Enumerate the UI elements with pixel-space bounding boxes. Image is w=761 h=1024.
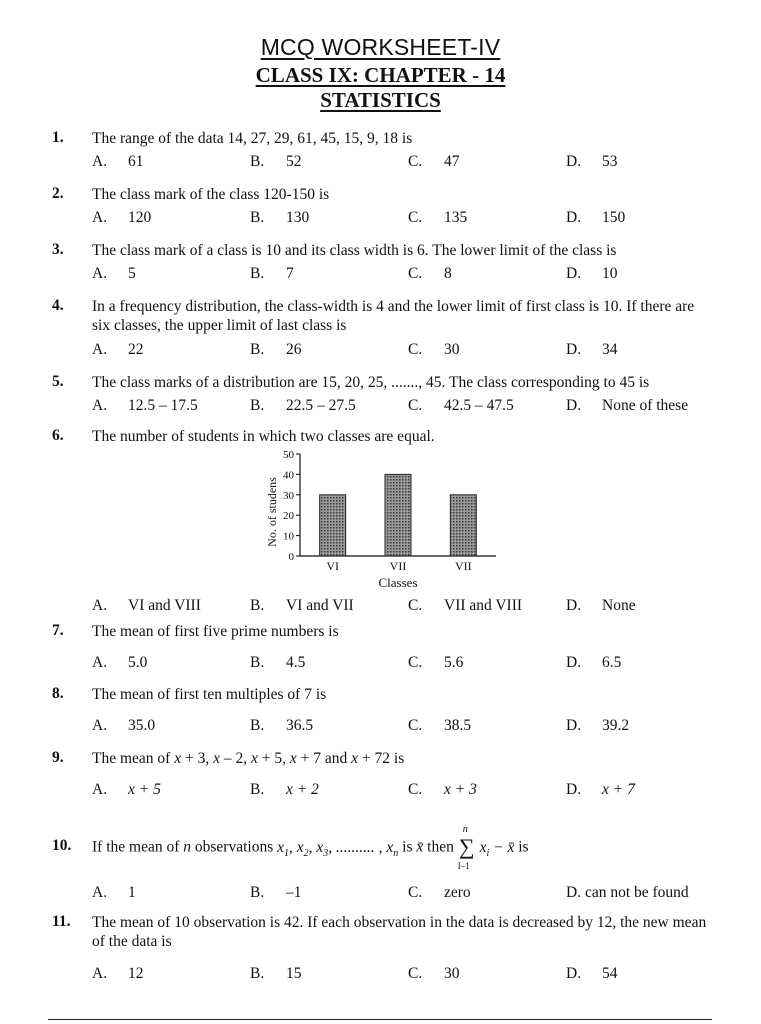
option-d: D. 150 — [566, 209, 626, 226]
option-d: D. x + 7 — [566, 781, 635, 798]
y-tick-label: 40 — [283, 469, 294, 482]
question-number: 2. — [52, 185, 64, 202]
option-a: A. 12.5 – 17.5 — [92, 397, 198, 414]
option-a: A. 1 — [92, 884, 136, 901]
question-number: 1. — [52, 129, 64, 146]
option-d: D. 53 — [566, 153, 618, 170]
option-a: A. 120 — [92, 209, 152, 226]
question-text: The number of students in which two classes are equal. — [92, 428, 435, 445]
y-tick-label: 0 — [288, 551, 294, 563]
option-d: D. None — [566, 597, 636, 614]
question-number: 5. — [52, 373, 64, 390]
option-a: A. 5 — [92, 265, 136, 282]
option-c: C. 30 — [408, 965, 460, 982]
x-tick-label: VII — [454, 559, 472, 573]
option-c: C. 5.6 — [408, 654, 464, 671]
option-b: B. 130 — [250, 209, 310, 226]
option-b: B. VI and VII — [250, 597, 354, 614]
option-c: C. 38.5 — [408, 717, 472, 734]
y-tick-label: 10 — [283, 530, 294, 543]
option-d: D. 10 — [566, 265, 618, 282]
option-d: D. 6.5 — [566, 654, 622, 671]
question-text: The mean of 10 observation is 42. If each observation in the data is decreased by 12, the new mean of the data is — [92, 914, 707, 950]
option-a: A. 35.0 — [92, 717, 156, 734]
question-text: The class marks of a distribution are 15, 20, 25, ......., 45. The class corresponding to 45 is — [92, 374, 650, 391]
option-a: A. 12 — [92, 965, 144, 982]
bar — [385, 474, 411, 556]
option-c: C. x + 3 — [408, 781, 477, 798]
x-axis-label: Classes — [378, 575, 418, 590]
chart-plot-area — [283, 449, 496, 573]
option-b: B. 52 — [250, 153, 302, 170]
option-a: A. x + 5 — [92, 781, 161, 798]
option-d: D. 34 — [566, 341, 618, 358]
question-number: 8. — [52, 685, 64, 702]
question-text: The mean of first ten multiples of 7 is — [92, 686, 327, 703]
option-b: B. –1 — [250, 884, 302, 901]
option-d: D. 39.2 — [566, 717, 630, 734]
option-c: C. VII and VIII — [408, 597, 523, 614]
option-c: C. 135 — [408, 209, 468, 226]
option-d: D. can not be found — [566, 884, 689, 901]
y-tick-label: 20 — [283, 510, 294, 523]
students-bar-chart — [258, 446, 508, 596]
option-d: D. 54 — [566, 965, 618, 982]
question-number: 11. — [52, 913, 71, 930]
option-a: A. 61 — [92, 153, 144, 170]
option-a: A. VI and VIII — [92, 597, 201, 614]
question-number: 9. — [52, 749, 64, 766]
worksheet-title: MCQ WORKSHEET-IV — [260, 34, 501, 60]
option-b: B. x + 2 — [250, 781, 319, 798]
question-text: The range of the data 14, 27, 29, 61, 45, 15, 9, 18 is — [92, 130, 413, 147]
question-number: 6. — [52, 427, 64, 444]
x-tick-label: VII — [389, 559, 407, 573]
option-c: C. 42.5 – 47.5 — [408, 397, 514, 414]
question-text: If the mean of n observations $x_1$, $x_2$, $x_3$, .......... , $x_n$ is x̄ then n ∑ I–1 $x_i$ − x̄ is — [92, 824, 529, 871]
option-b: B. 22.5 – 27.5 — [250, 397, 356, 414]
option-b: B. 4.5 — [250, 654, 306, 671]
question-text: The class mark of a class is 10 and its class width is 6. The lower limit of the class is — [92, 242, 617, 259]
option-b: B. 15 — [250, 965, 302, 982]
option-c: C. 30 — [408, 341, 460, 358]
option-b: B. 7 — [250, 265, 294, 282]
y-axis-label: No. of studens — [265, 477, 279, 547]
question-text: The mean of first five prime numbers is — [92, 623, 339, 640]
page-bottom-rule — [48, 1019, 712, 1020]
bar — [320, 495, 346, 556]
option-b: B. 26 — [250, 341, 302, 358]
option-c: C. 47 — [408, 153, 460, 170]
bar — [450, 495, 476, 556]
question-text: The class mark of the class 120-150 is — [92, 186, 330, 203]
option-a: A. 5.0 — [92, 654, 148, 671]
question-number: 7. — [52, 622, 64, 639]
class-chapter-heading: CLASS IX: CHAPTER - 14 — [255, 63, 506, 87]
summation-symbol: n ∑ I–1 — [457, 824, 475, 871]
option-d: D. None of these — [566, 397, 689, 414]
question-number: 4. — [52, 297, 64, 314]
y-tick-label: 50 — [283, 449, 294, 461]
x-tick-label: VI — [326, 559, 340, 573]
question-number: 10. — [52, 837, 72, 854]
option-a: A. 22 — [92, 341, 144, 358]
question-number: 3. — [52, 241, 64, 258]
question-text: In a frequency distribution, the class-width is 4 and the lower limit of first class is 10. If there are six classes, the upper limit of last class is — [92, 298, 695, 334]
option-c: C. zero — [408, 884, 471, 901]
y-tick-label: 30 — [283, 489, 294, 502]
question-text: The mean of x + 3, x – 2, x + 5, x + 7 and x + 72 is — [92, 750, 405, 767]
subject-heading: STATISTICS — [320, 88, 441, 112]
option-b: B. 36.5 — [250, 717, 314, 734]
option-c: C. 8 — [408, 265, 452, 282]
